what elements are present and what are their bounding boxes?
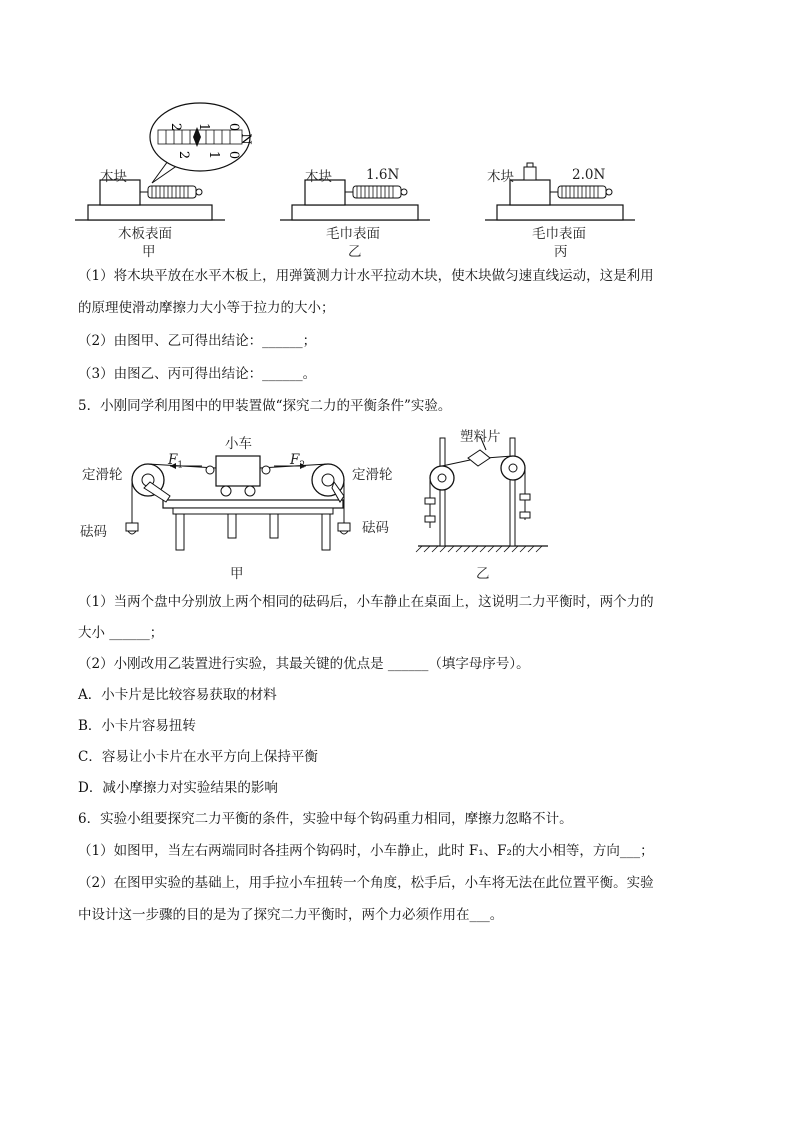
q5-option-d: D．减小摩擦力对实验结果的影响 bbox=[78, 780, 278, 796]
label-f2-sub: 2 bbox=[299, 460, 306, 471]
q5-option-a: A．小卡片是比较容易获取的材料 bbox=[78, 687, 277, 703]
q4-part3: （3）由图乙、丙可得出结论：______。 bbox=[78, 366, 317, 382]
dial-tick-1b: 1 bbox=[206, 150, 221, 160]
panel-yi-drawing bbox=[280, 180, 430, 220]
label-weight-right: 砝码 bbox=[362, 520, 389, 536]
dial-tick-1: 1 bbox=[196, 122, 211, 132]
dial-tick-2b: 2 bbox=[176, 150, 191, 160]
label-surface-jia: 木板表面 bbox=[118, 226, 172, 242]
label-pulley-right: 定滑轮 bbox=[352, 467, 393, 483]
label-pulley-left: 定滑轮 bbox=[82, 467, 123, 483]
label-f2-main: F bbox=[290, 452, 300, 468]
dial-tick-2: 2 bbox=[168, 122, 183, 132]
q6-part2-line2: 中设计这一步骤的目的是为了探究二力平衡时，两个力必须作用在___。 bbox=[78, 907, 504, 923]
label-surface-yi: 毛巾表面 bbox=[326, 226, 380, 242]
q4-part1-line2: 的原理使滑动摩擦力大小等于拉力的大小； bbox=[78, 300, 335, 316]
label-f1-sub: 1 bbox=[177, 460, 184, 471]
label-weight-left: 砝码 bbox=[80, 524, 107, 540]
label-car: 小车 bbox=[225, 436, 252, 452]
label-reading-bing: 2.0N bbox=[572, 167, 606, 183]
label-block-bing: 木块 bbox=[487, 169, 514, 185]
q6-title: 6．实验小组要探究二力平衡的条件，实验中每个钩码重力相同，摩擦力忽略不计。 bbox=[78, 811, 573, 827]
figure-force-balance bbox=[78, 428, 558, 558]
q5-part1-line2: 大小 ______； bbox=[78, 625, 164, 641]
label-panel-yi: 乙 bbox=[348, 244, 362, 260]
dial-tick-0: 0 bbox=[226, 122, 241, 132]
label-block-jia: 木块 bbox=[100, 169, 127, 185]
dial-tick-0b: 0 bbox=[226, 150, 241, 160]
label-plastic-card: 塑料片 bbox=[460, 429, 501, 445]
label-block-yi: 木块 bbox=[305, 169, 332, 185]
q5-option-b: B．小卡片容易扭转 bbox=[78, 718, 196, 734]
label-f1-main: F bbox=[168, 452, 178, 468]
q6-part2-line1: （2）在图甲实验的基础上，用手拉小车扭转一个角度，松手后，小车将无法在此位置平衡。实验 bbox=[78, 875, 654, 891]
q5-title: 5．小刚同学利用图中的甲装置做“探究二力的平衡条件”实验。 bbox=[78, 398, 452, 414]
label-fig-yi: 乙 bbox=[476, 566, 490, 582]
label-fig-jia: 甲 bbox=[230, 566, 244, 582]
label-reading-yi: 1.6N bbox=[366, 167, 400, 183]
q6-part1: （1）如图甲，当左右两端同时各挂两个钩码时，小车静止，此时 F₁、F₂的大小相等，方向___； bbox=[78, 843, 654, 859]
dial-unit: N bbox=[238, 133, 253, 145]
label-panel-jia: 甲 bbox=[142, 244, 156, 260]
label-f2 bbox=[290, 452, 305, 471]
q5-option-c: C．容易让小卡片在水平方向上保持平衡 bbox=[78, 749, 318, 765]
apparatus-jia bbox=[126, 456, 350, 550]
panel-jia-drawing bbox=[75, 103, 250, 220]
q5-part1-line1: （1）当两个盘中分别放上两个相同的砝码后，小车静止在桌面上，这说明二力平衡时，两个力的 bbox=[78, 594, 654, 610]
label-f1 bbox=[168, 452, 183, 471]
q4-part1-line1: （1）将木块平放在水平木板上，用弹簧测力计水平拉动木块，使木块做匀速直线运动，这是利用 bbox=[78, 268, 654, 284]
q5-part2: （2）小刚改用乙装置进行实验，其最关键的优点是 ______（填字母序号）。 bbox=[78, 656, 530, 672]
label-panel-bing: 丙 bbox=[554, 244, 568, 260]
q4-part2: （2）由图甲、乙可得出结论：______； bbox=[78, 333, 317, 349]
label-surface-bing: 毛巾表面 bbox=[532, 226, 586, 242]
apparatus-yi bbox=[416, 436, 548, 552]
